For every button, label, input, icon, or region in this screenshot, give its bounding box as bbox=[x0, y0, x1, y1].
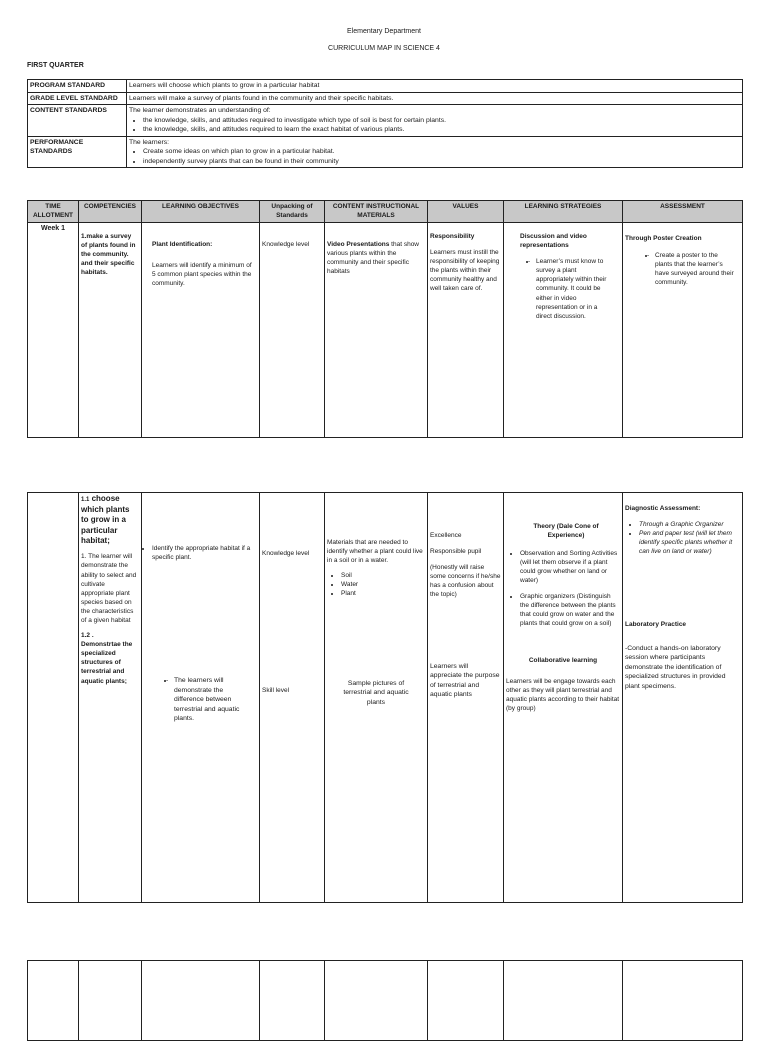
section3-cell bbox=[325, 961, 428, 1041]
section2-row bbox=[28, 493, 743, 903]
section2-unpacking2: Skill level bbox=[262, 687, 290, 695]
week1-objective-cell bbox=[142, 223, 260, 438]
section2-comp-title: choose which plants to grow in a particular habitat; bbox=[81, 494, 130, 545]
content-standard-row bbox=[28, 105, 743, 137]
section2-values2: Responsible pupil bbox=[430, 548, 482, 556]
week1-values-text: Learners must instill the responsibility of keeping the plants within their community healthy and well taken care of. bbox=[430, 249, 500, 293]
section2-assess1-title: Diagnostic Assessment: bbox=[625, 505, 701, 512]
week1-competency-cell bbox=[79, 223, 142, 438]
section2-materials1: Materials that are needed to identify whether a plant could live in a soil or in a water. bbox=[327, 539, 423, 565]
performance-standard-item: • independently survey plants that can be found in their community bbox=[143, 157, 740, 167]
grade-standard-text: Learners will make a survey of plants found in the community and their specific habitats. bbox=[127, 92, 743, 105]
section2-values3: (Honestly will raise some concerns if he/she has a confusion about the topic) bbox=[430, 564, 501, 599]
col-learning-objectives: LEARNING OBJECTIVES bbox=[142, 201, 260, 223]
section3-cell bbox=[260, 961, 325, 1041]
week1-assessment-item: - • Create a poster to the plants that the learner’s have surveyed around their community. bbox=[655, 251, 736, 287]
col-unpacking: Unpacking of Standards bbox=[260, 201, 325, 223]
col-values: VALUES bbox=[428, 201, 504, 223]
section2-time bbox=[28, 493, 79, 903]
section3-cell bbox=[142, 961, 260, 1041]
week1-strategy-title: Discussion and video representations bbox=[520, 233, 587, 250]
week1-objective-title: Plant Identification: bbox=[152, 241, 213, 248]
document-title: CURRICULUM MAP IN SCIENCE 4 bbox=[328, 45, 440, 52]
week1-assessment-title: Through Poster Creation bbox=[625, 235, 702, 242]
content-standard-intro: The learner demonstrates an understanding of: bbox=[129, 107, 271, 115]
week1-objective-text: Learners will identify a minimum of 5 common plant species within the community. bbox=[152, 262, 252, 288]
col-materials: CONTENT INSTRUCTIONAL MATERIALS bbox=[325, 201, 428, 223]
col-strategies: LEARNING STRATEGIES bbox=[504, 201, 623, 223]
department-title: Elementary Department bbox=[347, 28, 421, 35]
section2-objective-cell bbox=[142, 493, 260, 903]
section2-strategy1-item: • Graphic organizers (Distinguish the difference between the plants that could grow on water and the plants that could grow on a soil) bbox=[520, 592, 620, 628]
section2-material-item: • Plant bbox=[341, 589, 425, 598]
section2-comp2-num: 1.2 . bbox=[81, 632, 94, 640]
section2-strategy1-title: Theory (Dale Cone of Experience) bbox=[533, 523, 599, 540]
performance-standard-intro: The learners: bbox=[129, 138, 170, 146]
week1-competency: 1.make a survey of plants found in the community. and their specific habitats. bbox=[81, 233, 136, 277]
section2-comp2-title: Demonstrtae the specialized structures of terrestrial and aquatic plants; bbox=[81, 641, 133, 685]
performance-standard-label bbox=[28, 136, 127, 168]
section2-objective2: - • The learners will demonstrate the difference between terrestrial and aquatic plants. bbox=[174, 676, 251, 724]
col-assessment: ASSESSMENT bbox=[623, 201, 743, 223]
content-standard-label: CONTENT STANDARDS bbox=[28, 105, 127, 137]
program-standard-label: PROGRAM STANDARD bbox=[28, 80, 127, 93]
performance-standard-row bbox=[28, 136, 743, 168]
curriculum-table-section3 bbox=[27, 960, 743, 1041]
section2-strategy-cell bbox=[504, 493, 623, 903]
section3-cell bbox=[79, 961, 142, 1041]
quarter-label: FIRST QUARTER bbox=[27, 62, 84, 69]
section3-cell bbox=[28, 961, 79, 1041]
week1-materials-bold: Video Presentations bbox=[327, 241, 390, 248]
week1-unpacking-cell bbox=[260, 223, 325, 438]
content-standard-cell bbox=[127, 105, 743, 137]
section2-values-cell bbox=[428, 493, 504, 903]
standards-table bbox=[27, 79, 743, 168]
section3-row bbox=[28, 961, 743, 1041]
section3-cell bbox=[504, 961, 623, 1041]
week1-strategy-item: - • Learner’s must know to survey a plant appropriately within their community. It could be either in video representation or in a direct discussion. bbox=[536, 257, 614, 321]
section2-competency-text: 1. The learner will demonstrate the ability to select and cultivate appropriate plant species based on the characteristics of a given habitat bbox=[81, 553, 137, 625]
performance-standard-item: • Create some ideas on which plan to grow in a particular habitat. bbox=[143, 147, 740, 157]
curriculum-table-week1 bbox=[27, 200, 743, 438]
col-time-allotment: TIME ALLOTMENT bbox=[28, 201, 79, 223]
performance-standard-cell bbox=[127, 136, 743, 168]
curriculum-table-section2 bbox=[27, 492, 743, 903]
program-standard-row bbox=[28, 80, 743, 93]
week1-materials bbox=[327, 240, 425, 276]
week1-values-title: Responsibility bbox=[430, 233, 475, 240]
performance-label-line2: STANDARDS bbox=[30, 148, 73, 156]
section2-assess1-item: • Through a Graphic Organizer bbox=[639, 520, 740, 529]
program-standard-text: Learners will choose which plants to grow in a particular habitat bbox=[127, 80, 743, 93]
section2-assess2-title: Laboratory Practice bbox=[625, 621, 687, 629]
performance-label-line1: PERFORMANCE bbox=[30, 138, 84, 146]
content-standard-item: • the knowledge, skills, and attitudes required to learn the exact habitat of various plants. bbox=[143, 125, 740, 135]
header-row bbox=[28, 201, 743, 223]
week1-strategy-cell bbox=[504, 223, 623, 438]
week1-values-cell bbox=[428, 223, 504, 438]
section2-materials2: Sample pictures of terrestrial and aquatic plants bbox=[343, 679, 409, 706]
section2-material-item: • Water bbox=[341, 580, 425, 589]
section2-material-item: • Soil bbox=[341, 571, 425, 580]
content-standard-item: • the knowledge, skills, and attitudes required to investigate which type of soil is best for certain plants. bbox=[143, 116, 740, 126]
section2-assess1-item: • Pen and paper test (will let them identify specific plants whether it can live on land or water) bbox=[639, 529, 740, 556]
section2-comp-num: 1.1 bbox=[81, 497, 90, 503]
section2-values1: Excellence bbox=[430, 532, 462, 539]
grade-standard-row bbox=[28, 92, 743, 105]
section2-unpacking-cell bbox=[260, 493, 325, 903]
section2-competency-cell bbox=[79, 493, 142, 903]
section3-cell bbox=[623, 961, 743, 1041]
section3-cell bbox=[428, 961, 504, 1041]
week1-time: Week 1 bbox=[28, 223, 79, 438]
week1-materials-text: that show various plants within the community and their specific habitats bbox=[327, 241, 420, 276]
section2-competency-title bbox=[81, 494, 139, 546]
section2-strategy1-item: • Observation and Sorting Activities (will let them observe if a plant could grow whether on land or water) bbox=[520, 549, 620, 585]
week1-materials-cell bbox=[325, 223, 428, 438]
col-competencies: COMPETENCIES bbox=[79, 201, 142, 223]
week1-unpacking: Knowledge level bbox=[262, 241, 310, 248]
section2-objective1: • Identify the appropriate habitat if a specific plant. bbox=[152, 544, 257, 562]
section2-strategy2-text: Learners will be engage towards each other as they will plant terrestrial and aquatic plants according to their habitat (by group) bbox=[506, 678, 620, 713]
week1-row bbox=[28, 223, 743, 438]
section2-strategy2-title: Collaborative learning bbox=[528, 656, 598, 664]
section2-assess2-text: -Conduct a hands-on laboratory session where participants demonstrate the identification of specialized structures in provided plant specimens. bbox=[625, 644, 726, 690]
section2-competency2 bbox=[81, 631, 139, 686]
grade-standard-label: GRADE LEVEL STANDARD bbox=[28, 92, 127, 105]
section2-materials-cell bbox=[325, 493, 428, 903]
section2-values4: Learners will appreciate the purpose of terrestrial and aquatic plants bbox=[430, 662, 500, 699]
week1-assessment-cell bbox=[623, 223, 743, 438]
section2-assessment-cell bbox=[623, 493, 743, 903]
section2-unpacking1: Knowledge level bbox=[262, 550, 310, 557]
